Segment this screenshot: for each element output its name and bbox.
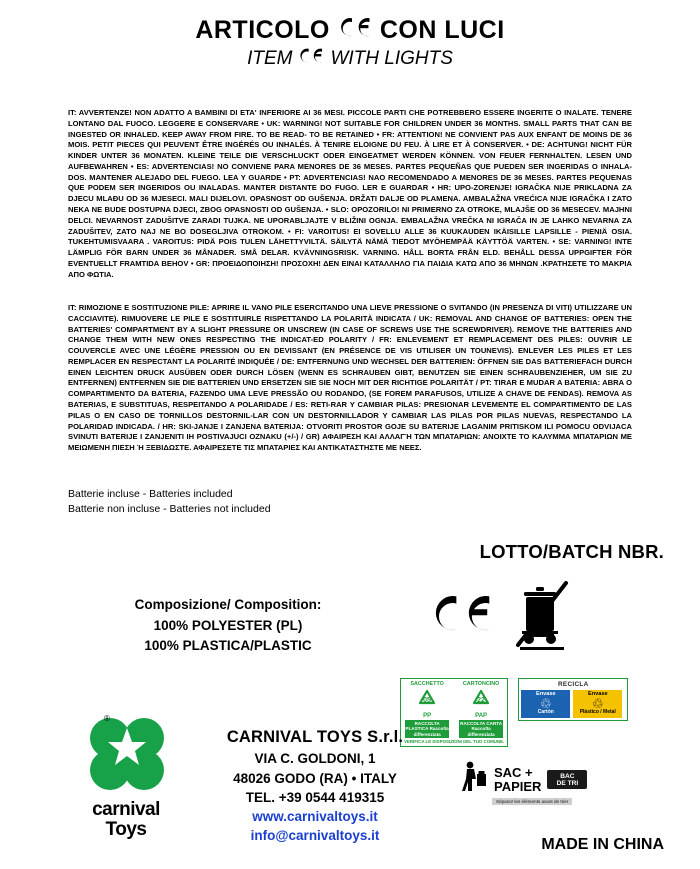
bac-line1: BAC xyxy=(560,772,575,780)
company-block xyxy=(190,726,440,845)
spanish-recycling-box xyxy=(518,678,628,721)
recycle-head-card: CARTONCINO xyxy=(462,681,500,687)
recicla-plastic-l1: Envase xyxy=(587,691,608,697)
title-english-before: ITEM xyxy=(247,47,293,69)
composition-polyester: 100% POLYESTER (PL) xyxy=(153,617,303,633)
warning-paragraph-age: IT: AVVERTENZE! NON ADATTO A BAMBINI DI ETA' INFERIORE AI 36 MESI. PICCOLE PARTI CHE POTREBBERO ESSERE INGERITE O INALATE. TENERE LONTANO DAL FUOCO. LEGGERE E CONSERVARE • UK: WARNING! NOT SUITABLE FOR CHILDREN UNDER 36 MONTHS. SMALL PARTS THAT CAN BE INGESTED OR INHALED. KEEP AWAY FROM FIRE. TO BE READ- TO BE RETAINED • FR: ATTENTION! NE CONVIENT PAS AUX ENFANT DE MOINS DE 36 MOIS. PETIT PIECES QUI PEUVENT ÊTRE INGÉRÉS OU INHALÉS. À TENIRE ELOIGNE DU FEU. À LIRE ET À CONSERVER. • DE: ACHTUNG! NICHT FÜR KINDER UNTER 36 MONATEN. KLEINE TEILE DIE VERSCHLUCKT ODER EINGEATMET WERDEN KÖNNEN. VON FEUER FERNHALTEN. LESEN UND AUFBEWAHREN • ES: ADVERTENCIAS! NO CONVIENE PARA MENORES DE 36 MESES. PARTES PEQUEÑAS QUE PUEDEN SER INGERIDAS O INHALA-DOS. MANTENER ALEJADO DEL FUEGO. LEA Y GUARDE • PT: ADVERTENCIAS! NAO RECOMENDADO A MENORES DE 36 MESES. PARTES PEQUENAS QUE PODEM SER INGERIDOS OU INALADAS. MANTER DISTANTE DO FUGO. LER E GUARDAR • HR: UPO-ZORENJE! IGRAČKA NIJE PRIKLADNA ZA DJECU MLAĐU OD 36 MJESECI. MALI DIJELOVI. OPASNOST OD GUŠENJA. DRŽATI DALJE OD PLAMENA. AMBALAŽNA VREĆICA NIJE IGRAČKA I ZATO NEKA NE BUDE DOSTUPNA DJECI, ZBOG OPASNOSTI OD GUŠENJA. • SLO: OPOZORILO! NI PRIMERNO ZA OTROKE, MLAJŠE OD 36 MESECEV. MAJHNI DELCI. NEVARNOST ZADUŠITVE ZARADI TUJKA. NE UPORABLJAJTE V BLIŽINI OGNJA. EMBALAŽNA VREČKA NI IGRAČA IN JE LAHKO NEVARNA ZA ZADUŠITEV, ZATO NAJ NE BO DOSEGLJIVA OTROKOM. • FI: VAROITUS! EI SOVELLU ALLE 36 KUUKAUDEN IKÄISILLE LAPSILLE - PIENIÄ OSIA. TUKEHTUMISVAARA . VAROITUS: PIDÄ POIS TULEN LÄHETTYVILTÄ. SÄILYTÄ NÄMÄ TIEDOT MYÖHEMPÄÄ KÄYTTÖÄ VARTEN. • SE: VARNING! INTE LÄMPLIG FÖR BARN UNDER 36 MÅNADER. SMÅ DELAR. KVÄVNINGSRISK. VARNING. HÅLL BORTA FRÅN ELD. BEHÅLL DESSA UPPGIFTER FÖR EVENTUELLT FRAMTIDA BEHOV • GR: ΠΡΟΕΙΔΟΠΟΙΗΣΗ! ΠΡΟΣΟΧΗ! ΔΕΝ ΕΙΝΑΙ ΚΑΤΑΛΛΗΛΟ ΓΙΑ ΠΑΙΔΙΑ ΚΑΤΩ ΑΠΟ 36 ΜΗΝΩΝ .ΚΡΑΤΗΣΕΤΕ ΤΟ ΜΑΚΡΙΑ ΑΠΟ ΦΩΤΙΑ. xyxy=(68,108,632,279)
recycle-foot-paper: RACCOLTA CARTA Raccolta differenziata xyxy=(460,721,503,737)
recycle-symbol-pp xyxy=(405,688,449,719)
carnival-toys-logo xyxy=(66,712,186,839)
recycle-symbol-pap xyxy=(459,688,503,719)
logo-word-carnival: carnival xyxy=(92,799,160,820)
title-italian-after: CON LUCI xyxy=(379,16,505,44)
composition-plastic: 100% PLASTICA/PLASTIC xyxy=(144,638,312,654)
title-english-after: WITH LIGHTS xyxy=(330,47,453,69)
company-name: CARNIVAL TOYS S.r.l. xyxy=(226,728,404,746)
warning-paragraph-batteries: IT: RIMOZIONE E SOSTITUZIONE PILE: APRIRE IL VANO PILE ESERCITANDO UNA LIEVE PRESSIONE O SVITANDO (IN PRESENZA DI VITI) UTILIZZARE UN CACCIAVITE). RIMUOVERE LE PILE E SOSTITUIRLE RISPETTANDO LA POLARITÀ INDICATA / UK: REMOVAL AND CHANGE OF BATTERIES: OPEN THE BATTERIES' COMPARTMENT BY A SLIGHT PRESSURE OR UNSCREW (IN CASE OF SCREWS USE THE SCREWDRIVER). REMOVE THE BATTERIES AND CHANGE THEM WITH NEW ONES RESPECTING THE INDICAT-ED POLARITY / FR: ENLEVEMENT ET REMPLACEMENT DES PILES: OUVRIR LE COUVERCLE AVEC UNE LÉGÈRE PRESSION OU EN DEVISSANT (EN PRÉSENCE DE VIS UTILISER UN TOUNEVIS). ENLEVER LES PILES ET LES REMPLACER EN RESPECTANT LA POLARITÉ INDIQUÉE / DE: ENTFERNUNG UND WECHSEL DER BATTERIEN: ÖFFNEN SIE DAS BATTERIEFACH DURCH EINEN LEICHTEN DRUCK AUSÜBEN ODER DURCH LÖSEN (WENN ES SCHRAUBEN GIBT, BENUTZEN SIE EINEN SCHRAUBENZIEHER, UM SIE ZU ENTFERNEN) ENTFERNEN SIE DIE BATTERIEN UND ERSETZEN SIE SIE NOCH MIT DER RICHTIGE POLARITÄT / PT: TIRAR E MUDAR A BATERIA: ABRA O COMPARTIMENTO DA BATERIA, FAZENDO UMA LEVE PRESSÃO OU RODANDO, (SE FOREM PARAFUSOS, UTILIZE A CHAVE DE FENDAS). REMOVA AS BATERIAS, E SUBSTITUAS, RESPEITANDO A POLARIDADE / ES: RETI-RAR Y CAMBIAR PILAS: PRESIONAR LEVEMENTE EL COMPARTIMENTO DE LAS PILAS O EN CASO DE TORNILLOS DESTORNIL-LAR CON UN DESTORNILLADOR Y CAMBIAR LAS PILAS POR PILAS NUEVAS, RESPECTANDO LA POLARIDAD INDICADA. / HR: SKI-JANJE I ZANJENA BATERIJA: OTVORITI PROSTOR GOJE SU BATERIJE LAGANIM PRITISKOM ILI POMOCU ODVIJACA SVINUTI BATERIJE I ZANJENITI IH POSTIVAJUCI OZNAKU (+/-) / GR) ΑΦΑΙΡΕΣΗ ΚΑΙ ΑΛΛΑΓΉ ΤΩΝ ΜΠΑΤΑΡΙΩΝ: ΑΝΟΙΧΤΕ ΤΟ ΚΑΛΥΜΜΑ ΜΠΑΤΑΡΙΩΝ ΜΕ ΜΕΙΩΜΕΝΗ ΠΙΕΣΗ Ή ΞΕΒΙΔΩΣΤΕ. ΑΦΑΙΡΕΣΕΤΕ ΤΙΣ ΜΠΑΤΑΡΙΕΣ ΚΑΙ ΑΝΤΙΚΑΤΑΣΤΗΣΤΕ ΜΕ ΝΕΕΣ. xyxy=(68,303,632,453)
composition-title: Composizione/ Composition: xyxy=(134,597,322,612)
sorting-person-icon xyxy=(458,760,488,799)
recycle-municipality-note: VERIFICA LE DISPOSIZIONI DEL TUO COMUNE. xyxy=(404,739,505,745)
ce-mark-icon xyxy=(338,16,372,45)
composition-block xyxy=(78,595,378,657)
company-city: 48026 GODO (RA) • ITALY xyxy=(233,770,397,786)
ce-mark-icon-small xyxy=(298,47,324,70)
recicla-carton-l2: Cartón xyxy=(537,709,554,716)
french-sorting-info xyxy=(458,760,587,799)
recycle-code-pp: PP xyxy=(423,713,432,719)
sac-line1: SAC + xyxy=(494,764,533,780)
title-italian xyxy=(0,16,700,45)
recicla-cell-plastic xyxy=(573,690,622,718)
page-header xyxy=(0,0,700,70)
mobius-loop-icon xyxy=(468,688,494,710)
batteries-not-included-line: Batterie non incluse - Batteries not included xyxy=(68,503,271,516)
title-italian-before: ARTICOLO xyxy=(195,16,330,44)
company-address: VIA C. GOLDONI, 1 xyxy=(254,751,376,767)
sac-papier-text xyxy=(494,766,541,793)
recicla-carton-l1: Envase xyxy=(535,691,556,697)
weee-crossed-bin-icon xyxy=(512,575,574,658)
recycle-head-bag: SACCHETTO xyxy=(410,681,444,687)
company-telephone: TEL. +39 0544 419315 xyxy=(245,789,385,805)
title-english xyxy=(0,47,700,70)
svg-text:22: 22 xyxy=(477,697,486,704)
batch-number-label: LOTTO/BATCH NBR. xyxy=(479,541,664,562)
recycle-foot-plastic: RACCOLTA PLASTICA Raccolta differenziata xyxy=(405,721,449,737)
bin-icon: ♲ xyxy=(591,696,604,712)
company-email[interactable]: info@carnivaltoys.it xyxy=(250,828,380,844)
bac-de-tri-badge xyxy=(547,770,587,790)
clover-logo-icon xyxy=(82,712,170,794)
recycle-code-pap: PAP xyxy=(475,713,488,719)
batteries-included-line: Batterie incluse - Batteries included xyxy=(68,488,233,500)
ce-mark-large-icon xyxy=(430,592,494,639)
sac-line2: PAPIER xyxy=(494,778,542,794)
sorting-note: Séparez les éléments avant de trier xyxy=(492,798,572,805)
svg-text:05: 05 xyxy=(423,697,432,704)
made-in-label: MADE IN CHINA xyxy=(541,836,664,853)
bac-line2: DE TRI xyxy=(556,780,579,787)
recicla-title: RECICLA xyxy=(558,681,589,688)
registered-trademark-icon: ® xyxy=(104,714,110,723)
recicla-cell-carton xyxy=(521,690,570,718)
bin-icon: ♲ xyxy=(539,696,552,712)
batteries-note xyxy=(68,487,271,517)
recicla-plastic-l2: Plástico / Metal xyxy=(579,709,616,716)
company-website[interactable]: www.carnivaltoys.it xyxy=(252,808,378,824)
mobius-loop-icon xyxy=(414,688,440,710)
logo-word-toys: Toys xyxy=(105,819,147,841)
